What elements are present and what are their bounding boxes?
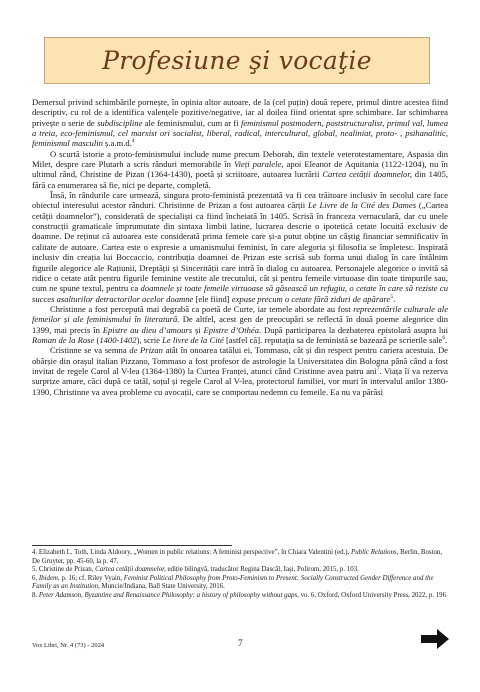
italic-text: Epistre d’Othéa xyxy=(203,324,260,335)
paragraph-1 xyxy=(32,97,448,149)
italic-text: Epistre au dieu d’amours xyxy=(102,324,193,335)
text-run: [astfel că]. reputația sa de feministă se bazează pe scrierile sale xyxy=(223,334,443,345)
arrow-right-icon[interactable] xyxy=(420,628,450,650)
italic-text: feminismul postmodern, poststructuralist, primul val, lumea a treia, eco-feminismul, cel marxist ori socialist, liberal, radical, intercultural, global, nealiniat, proto- , psihanalitic, feminismul masculin xyxy=(32,117,448,149)
text-run: ale feminismului, cum ar fi xyxy=(142,117,241,128)
footnote-8 xyxy=(32,592,448,601)
italic-text: Public Relations, xyxy=(350,549,399,556)
page-number: 7 xyxy=(238,639,243,649)
text-run: din 1405, fără ca enumerarea să fie, nici pe departe, completă. xyxy=(32,169,449,190)
italic-text: de Prizan xyxy=(129,345,163,356)
footnotes xyxy=(32,549,448,601)
text-run: 5. Christine de Prizan, xyxy=(32,566,96,574)
text-run: 8. xyxy=(32,591,39,599)
section-title: Profesiune şi vocaţie xyxy=(102,46,372,75)
italic-text: Le livre de la Cité xyxy=(162,334,224,345)
footnote-divider xyxy=(32,545,232,546)
journal-issue: Vox Libri, Nr. 4 (73) - 2024 xyxy=(32,642,105,649)
italic-text: Cartea cetății doamnelor, xyxy=(322,169,412,180)
text-run: . După participarea la dezbaterea epistolară asupra lui xyxy=(259,324,448,335)
text-run: Demersul privind schimbările pornește, în opinia altor autoare, de la (cel puțin) două repere, primul dintre acestea fiind descriptiv, cu rol de a identifica valențele pozitive/negative, iar al doilea fiind orientat spre schimbare. Iar schimbarea privește o serie de xyxy=(32,97,448,128)
text-run: Christinne a fost percepută mai degrabă ca poetă de Curte, iar temele abordate au fost xyxy=(50,303,354,314)
text-run: De altfel, acest gen de preocupări se reflectă în două poeme alegorice din 1399, mai precis în xyxy=(32,314,448,335)
page-footer xyxy=(32,638,448,654)
italic-text: 1400-1402 xyxy=(99,334,137,345)
italic-text: subdiscipline xyxy=(97,117,143,128)
text-run: 4. Elizabeth L. Toth, Linda Aldoory, „Women in public relations: A feminist perspective”, în Chiara Valentini (ed.), xyxy=(32,549,351,556)
text-run: ș.a.m.d. xyxy=(102,138,132,149)
text-run: , apoi Eleanor de Aquitania (1122-1204), nu în ultimul rând, Christine de Pizan (1364-1430), poetă și scriitoare, autoarea lucrării xyxy=(32,159,448,180)
italic-text: Peter Adamson, Byzantine and Renaissance Philosophy: a history of philosophy without gaps, xyxy=(38,591,299,599)
paragraph-3 xyxy=(32,190,448,304)
footnote-6 xyxy=(32,575,448,592)
text-run: ), scrie xyxy=(136,334,163,345)
text-run: vo. 6, Oxford, Oxford University Press, 2022, p. 196 xyxy=(298,591,447,599)
text-run: ediție bilingvă, traducător Regina Dascăl, Iași, Polirom, 2015, p. 103. xyxy=(165,566,359,574)
footnote-ref: 6 xyxy=(442,335,446,342)
italic-text: Roman de la Rose xyxy=(32,334,95,345)
italic-text: Le Livre de la Cité des Dames xyxy=(308,200,417,211)
text-run: Cristinne se va semna xyxy=(50,345,130,356)
text-run: [ele fiind] xyxy=(193,293,232,304)
text-run: . xyxy=(393,293,396,304)
footnote-5 xyxy=(32,566,448,575)
footnote-ref: 4 xyxy=(131,138,135,145)
footnote-ref: 7 xyxy=(376,366,380,373)
text-run: ( xyxy=(94,334,100,345)
paragraph-5 xyxy=(32,345,448,397)
italic-text: reprezentările culturale ale femeilor și ale feminismului în literatură. xyxy=(32,303,449,325)
italic-text: Feminist Political Philosophy from Proto-Feminism to Present: Socially Constructed Gender Difference and the Family as an Institution, xyxy=(32,574,434,591)
text-run: Însă, în rândurile care urmează, singura proto-feministă prezentată va fi cea trăitoare inclusiv în secolul care face obiectul interesului acestor rânduri. Christinne de Prizan a fost autoarea cărții xyxy=(32,190,448,211)
italic-text: doamnele și toate femeile virtuoase să găsească un refugiu, o cetate în care să reziste cu succes asalturilor detractorilor acelor doamne xyxy=(32,283,448,304)
footnote-4 xyxy=(32,549,448,566)
text-run: („Cartea cetății doamnelor”), considerată de specialiști ca fiind încheiată în 1405. Scrisă în franceza vernaculară, dar cu unele construcții gramaticale împrumutate din sintaxa limbii latine, lucrarea descrie o ipotetică cetate locuită exclusiv de doamne. De reținut că autoarea este considerată prima femeie care și-a putut obține un câștig financiar semnificativ în calitate de autoare. Cartea este o expresie a umanismului feminist, în care alegoria și filosofia se împletesc. Inspirată inclusiv din creația lui Boccaccio, contribuția doamnei de Prizan este scrisă sub forma unui dialog în care întâlnim figurile alegorice ale Rațiunii, Dreptății și Sincerității care intră în dialog cu autoarea. Personajele alegorice o invită să ridice o cetate atât pentru figurile feminine vestite ale trecutului, cât și pentru femeile virtuoase din toate timpurile sau, cum ne spune textul, pentru ca xyxy=(32,200,449,294)
section-banner xyxy=(44,37,430,84)
text-run: p. 16; cf. Riley Vyain, xyxy=(59,574,124,582)
italic-text: expuse precum o cetate fără ziduri de apărare xyxy=(231,293,391,304)
text-run: și xyxy=(192,324,204,335)
text-run: O scurtă istorie a proto-feminismului include nume precum Deborah, din textele veterotestamentare, Aspasia din Milet, despre care Plutarh a scris rânduri memorabile în xyxy=(32,148,448,170)
text-run: 6. xyxy=(32,574,39,582)
italic-text: Vieți paralele xyxy=(234,159,282,170)
text-run: . xyxy=(445,334,448,345)
text-run: . Viața îi va rezerva surprize amare, căci după ce tatăl, soțul și regele Carol al V-lea, protectorul familiei, vor muri în intervalul anilor 1380-1390, Christinne va avea probleme cu avocații, care se comportau nedemn cu femeile. Ea nu va părăsi xyxy=(32,365,448,397)
footnote-ref: 5 xyxy=(390,293,394,300)
text-run: Berlin, Boston, De Gruyter, pp. 45-60, la p. 47. xyxy=(32,549,443,565)
text-run: Muncie/Indiana, Ball State University, 2016. xyxy=(99,583,225,591)
article-body xyxy=(32,97,448,397)
paragraph-2 xyxy=(32,149,448,190)
paragraph-4 xyxy=(32,304,448,345)
italic-text: Ibidem, xyxy=(38,574,60,582)
text-run: atât în onoarea tatălui ei, Tommaso, cât și din respect pentru cariera acestuia. De obârșie din orașul italian Pizzano, Tommaso a fost profesor de astrologie la Universitatea din Bologna până când a fost invitat de regele Carol al V-lea (1364-1380) la Curtea Franței, atunci când Cristinne avea patru ani xyxy=(32,345,448,376)
italic-text: Cartea cetății doamnelor, xyxy=(95,566,166,574)
